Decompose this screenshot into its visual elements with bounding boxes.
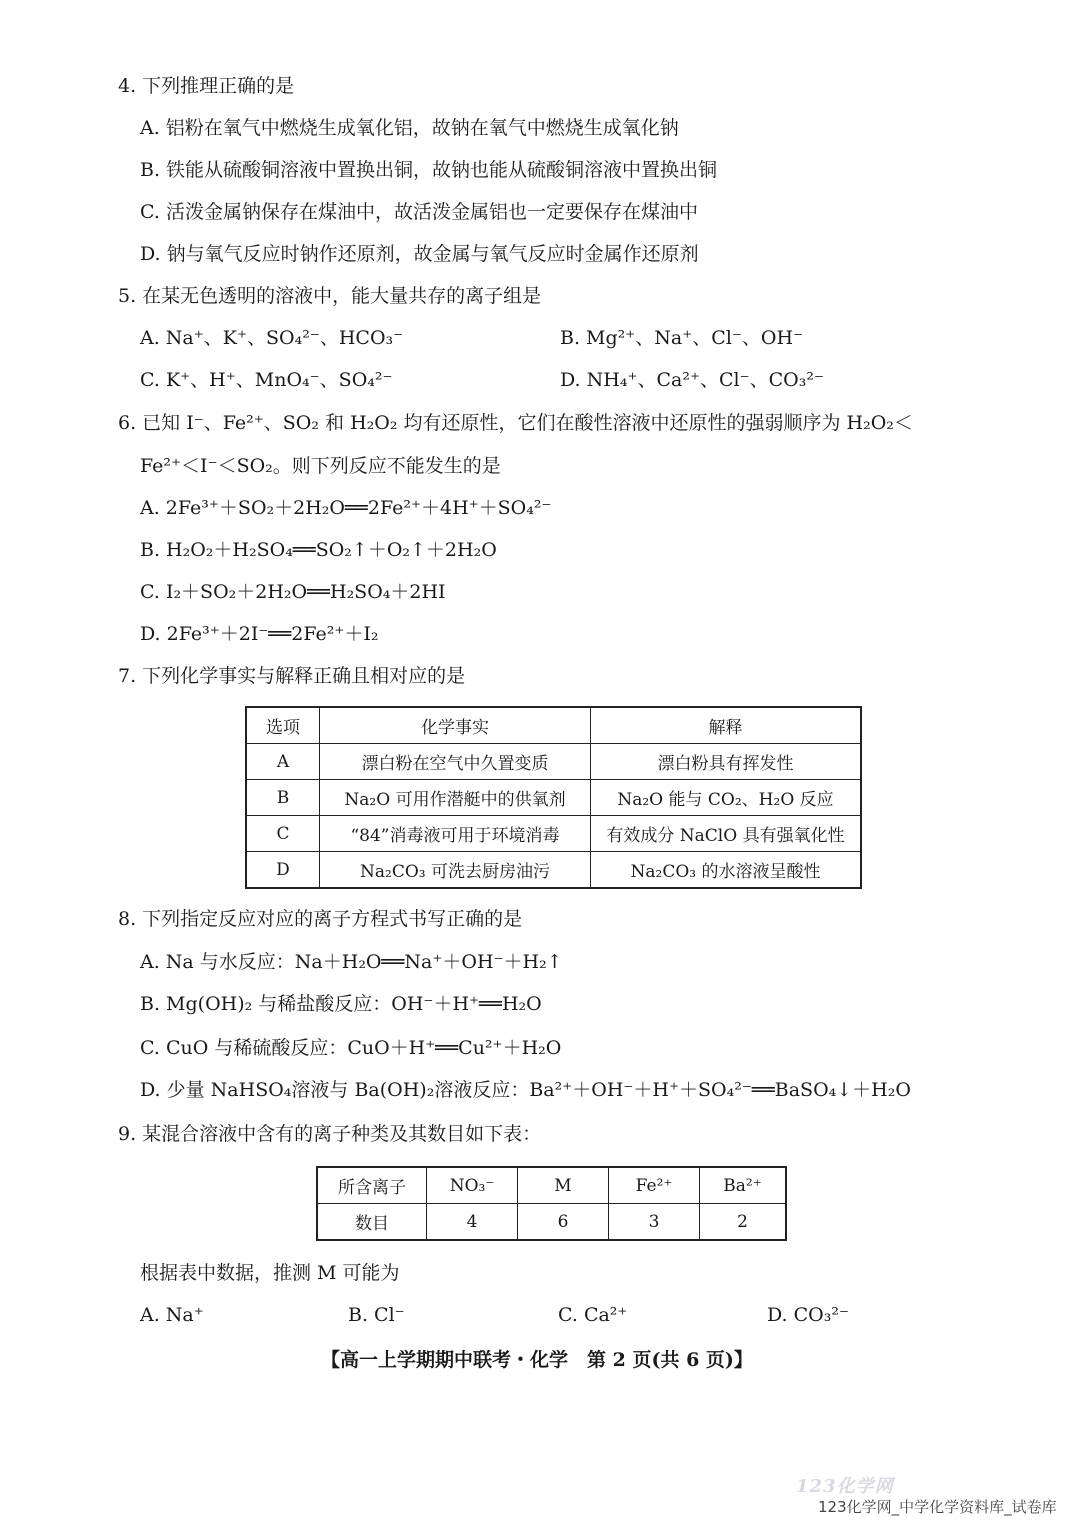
question-8-stem: 8. 下列指定反应对应的离子方程式书写正确的是 [118,908,523,930]
q4-option-c: C. 活泼金属钠保存在煤油中，故活泼金属铝也一定要保存在煤油中 [140,201,698,223]
table-row [246,780,861,816]
table-cell: B [246,780,320,816]
question-6-stem-line1: 6. 已知 I⁻、Fe²⁺、SO₂ 和 H₂O₂ 均有还原性，它们在酸性溶液中还原性的强弱顺序为 H₂O₂＜ [118,412,913,434]
table-cell: 数目 [317,1204,427,1241]
watermark-caption: 123化学网_中学化学资料库_试卷库 [818,1498,1057,1516]
table-cell: A [246,744,320,780]
table-cell: D [246,852,320,889]
q6-option-d: D. 2Fe³⁺＋2I⁻══2Fe²⁺＋I₂ [140,623,379,645]
q9-table [316,1166,787,1241]
watermark-logo: 123化学网 [796,1476,894,1497]
table-cell: 有效成分 NaClO 具有强氧化性 [591,816,862,852]
q5-option-d: D. NH₄⁺、Ca²⁺、Cl⁻、CO₃²⁻ [560,369,825,391]
q9-prompt: 根据表中数据，推测 M 可能为 [140,1262,400,1284]
table-header-row [317,1167,786,1204]
table-cell: 漂白粉在空气中久置变质 [320,744,591,780]
table-header-cell: Fe²⁺ [609,1167,700,1204]
q8-option-b: B. Mg(OH)₂ 与稀盐酸反应：OH⁻＋H⁺══H₂O [140,993,542,1015]
question-4-stem: 4. 下列推理正确的是 [118,75,295,97]
table-cell: Na₂CO₃ 的水溶液呈酸性 [591,852,862,889]
q4-option-b: B. 铁能从硫酸铜溶液中置换出铜，故钠也能从硫酸铜溶液中置换出铜 [140,159,718,181]
q7-table [245,706,862,889]
q4-option-a: A. 铝粉在氧气中燃烧生成氧化铝，故钠在氧气中燃烧生成氧化钠 [140,117,679,139]
table-cell: 2 [700,1204,787,1241]
q5-option-a: A. Na⁺、K⁺、SO₄²⁻、HCO₃⁻ [140,327,404,349]
table-header-cell: M [518,1167,609,1204]
table-cell: 3 [609,1204,700,1241]
q5-option-c: C. K⁺、H⁺、MnO₄⁻、SO₄²⁻ [140,369,393,391]
q8-option-d: D. 少量 NaHSO₄溶液与 Ba(OH)₂溶液反应：Ba²⁺＋OH⁻＋H⁺＋SO₄²⁻══BaSO₄↓＋H₂O [140,1079,911,1101]
q8-option-c: C. CuO 与稀硫酸反应：CuO＋H⁺══Cu²⁺＋H₂O [140,1037,562,1059]
table-cell: Na₂O 可用作潜艇中的供氧剂 [320,780,591,816]
table-header-cell: 选项 [246,707,320,744]
q4-option-d: D. 钠与氧气反应时钠作还原剂，故金属与氧气反应时金属作还原剂 [140,243,699,265]
table-cell: Na₂O 能与 CO₂、H₂O 反应 [591,780,862,816]
page-footer: 【高一上学期期中联考・化学 第 2 页(共 6 页)】 [321,1349,753,1371]
table-cell: 漂白粉具有挥发性 [591,744,862,780]
table-header-row [246,707,861,744]
table-cell: “84”消毒液可用于环境消毒 [320,816,591,852]
q8-option-a: A. Na 与水反应：Na＋H₂O══Na⁺＋OH⁻＋H₂↑ [140,951,563,973]
table-cell: C [246,816,320,852]
table-header-cell: 解释 [591,707,862,744]
table-row [246,852,861,889]
q5-option-b: B. Mg²⁺、Na⁺、Cl⁻、OH⁻ [560,327,804,349]
question-9-stem: 9. 某混合溶液中含有的离子种类及其数目如下表： [118,1123,542,1145]
table-header-cell: 所含离子 [317,1167,427,1204]
table-cell: 6 [518,1204,609,1241]
table-header-cell: 化学事实 [320,707,591,744]
table-row [317,1204,786,1241]
table-header-cell: Ba²⁺ [700,1167,787,1204]
table-row [246,744,861,780]
table-cell: 4 [427,1204,518,1241]
q9-option-c: C. Ca²⁺ [558,1304,628,1326]
table-row [246,816,861,852]
q9-option-a: A. Na⁺ [140,1304,204,1326]
q9-option-b: B. Cl⁻ [348,1304,405,1326]
table-cell: Na₂CO₃ 可洗去厨房油污 [320,852,591,889]
table-header-cell: NO₃⁻ [427,1167,518,1204]
q6-option-c: C. I₂＋SO₂＋2H₂O══H₂SO₄＋2HI [140,581,446,603]
question-7-stem: 7. 下列化学事实与解释正确且相对应的是 [118,665,466,687]
question-5-stem: 5. 在某无色透明的溶液中，能大量共存的离子组是 [118,285,542,307]
question-6-stem-line2: Fe²⁺＜I⁻＜SO₂。则下列反应不能发生的是 [140,455,501,477]
q9-option-d: D. CO₃²⁻ [767,1304,850,1326]
q6-option-b: B. H₂O₂＋H₂SO₄══SO₂↑＋O₂↑＋2H₂O [140,539,497,561]
q6-option-a: A. 2Fe³⁺＋SO₂＋2H₂O══2Fe²⁺＋4H⁺＋SO₄²⁻ [140,497,552,519]
